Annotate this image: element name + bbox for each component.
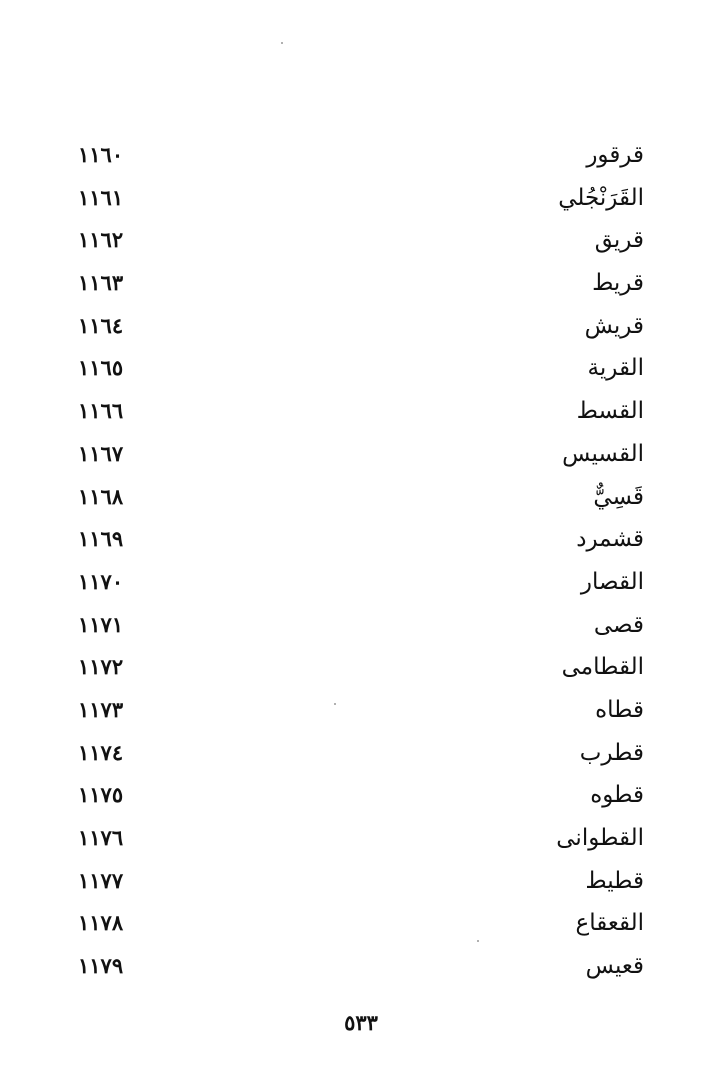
index-entry [70, 305, 650, 348]
entry-number: ١١٦٥ [78, 355, 124, 381]
entry-term: القسيس [562, 440, 644, 467]
entry-number: ١١٧٧ [78, 867, 124, 893]
scan-speck [281, 42, 283, 44]
index-entry [70, 476, 650, 519]
index-entry [70, 604, 650, 647]
entry-number: ١١٦١ [78, 184, 124, 210]
index-entry [70, 219, 650, 262]
entry-term: قطيط [585, 867, 644, 894]
index-entry [70, 902, 650, 945]
entry-number: ١١٧٩ [78, 953, 124, 979]
entry-number: ١١٧٢ [78, 654, 124, 680]
entry-term: قريط [592, 270, 644, 297]
entry-number: ١١٦٨ [78, 483, 124, 509]
index-entry [70, 561, 650, 604]
entry-number: ١١٧٠ [78, 568, 124, 594]
entry-term: القطامى [561, 654, 644, 681]
entry-term: قرقور [586, 142, 644, 168]
entry-number: ١١٦٧ [78, 440, 124, 466]
entry-number: ١١٦٢ [78, 227, 124, 253]
entry-term: القطوانى [556, 825, 644, 851]
entry-term: قريق [594, 227, 644, 254]
entry-term: القرية [587, 355, 644, 382]
index-entry [70, 817, 650, 860]
entry-number: ١١٦٣ [78, 270, 124, 296]
entry-number: ١١٧٥ [78, 782, 124, 808]
scan-speck [334, 703, 336, 705]
entry-number: ١١٦٤ [78, 312, 124, 338]
index-entry [70, 433, 650, 476]
entry-term: قصى [593, 611, 644, 638]
entry-number: ١١٦٩ [78, 526, 124, 552]
index-entry [70, 518, 650, 561]
entry-term: القَرَنْجُلي [558, 184, 644, 211]
entry-term: قَسِيٌّ [593, 483, 644, 510]
entry-term: قعيس [585, 953, 644, 980]
page-number: ٥٣٣ [344, 1010, 378, 1035]
entry-term: قريش [584, 312, 644, 339]
index-entry [70, 262, 650, 305]
entry-term: قطاه [595, 696, 644, 723]
index-entry [70, 860, 650, 903]
index-entry [70, 646, 650, 689]
entry-term: القصار [580, 568, 644, 595]
entry-term: القعقاع [575, 910, 644, 937]
entry-number: ١١٧٨ [78, 910, 124, 936]
entry-term: قشمرد [576, 526, 644, 553]
index-list [70, 134, 650, 988]
index-entry [70, 774, 650, 817]
index-entry [70, 134, 650, 177]
entry-number: ١١٧٦ [78, 825, 124, 850]
index-entry [70, 945, 650, 988]
entry-number: ١١٦٦ [78, 398, 124, 424]
entry-number: ١١٧٤ [78, 739, 124, 765]
scan-speck [477, 940, 479, 942]
index-entry [70, 689, 650, 732]
index-entry [70, 347, 650, 390]
entry-number: ١١٧١ [78, 611, 124, 637]
entry-term: القسط [576, 398, 644, 425]
entry-number: ١١٧٣ [78, 696, 124, 722]
index-entry [70, 390, 650, 433]
entry-number: ١١٦٠ [78, 142, 124, 167]
index-entry [70, 732, 650, 775]
entry-term: قطرب [579, 739, 644, 766]
entry-term: قطوه [590, 782, 644, 809]
index-entry [70, 177, 650, 220]
